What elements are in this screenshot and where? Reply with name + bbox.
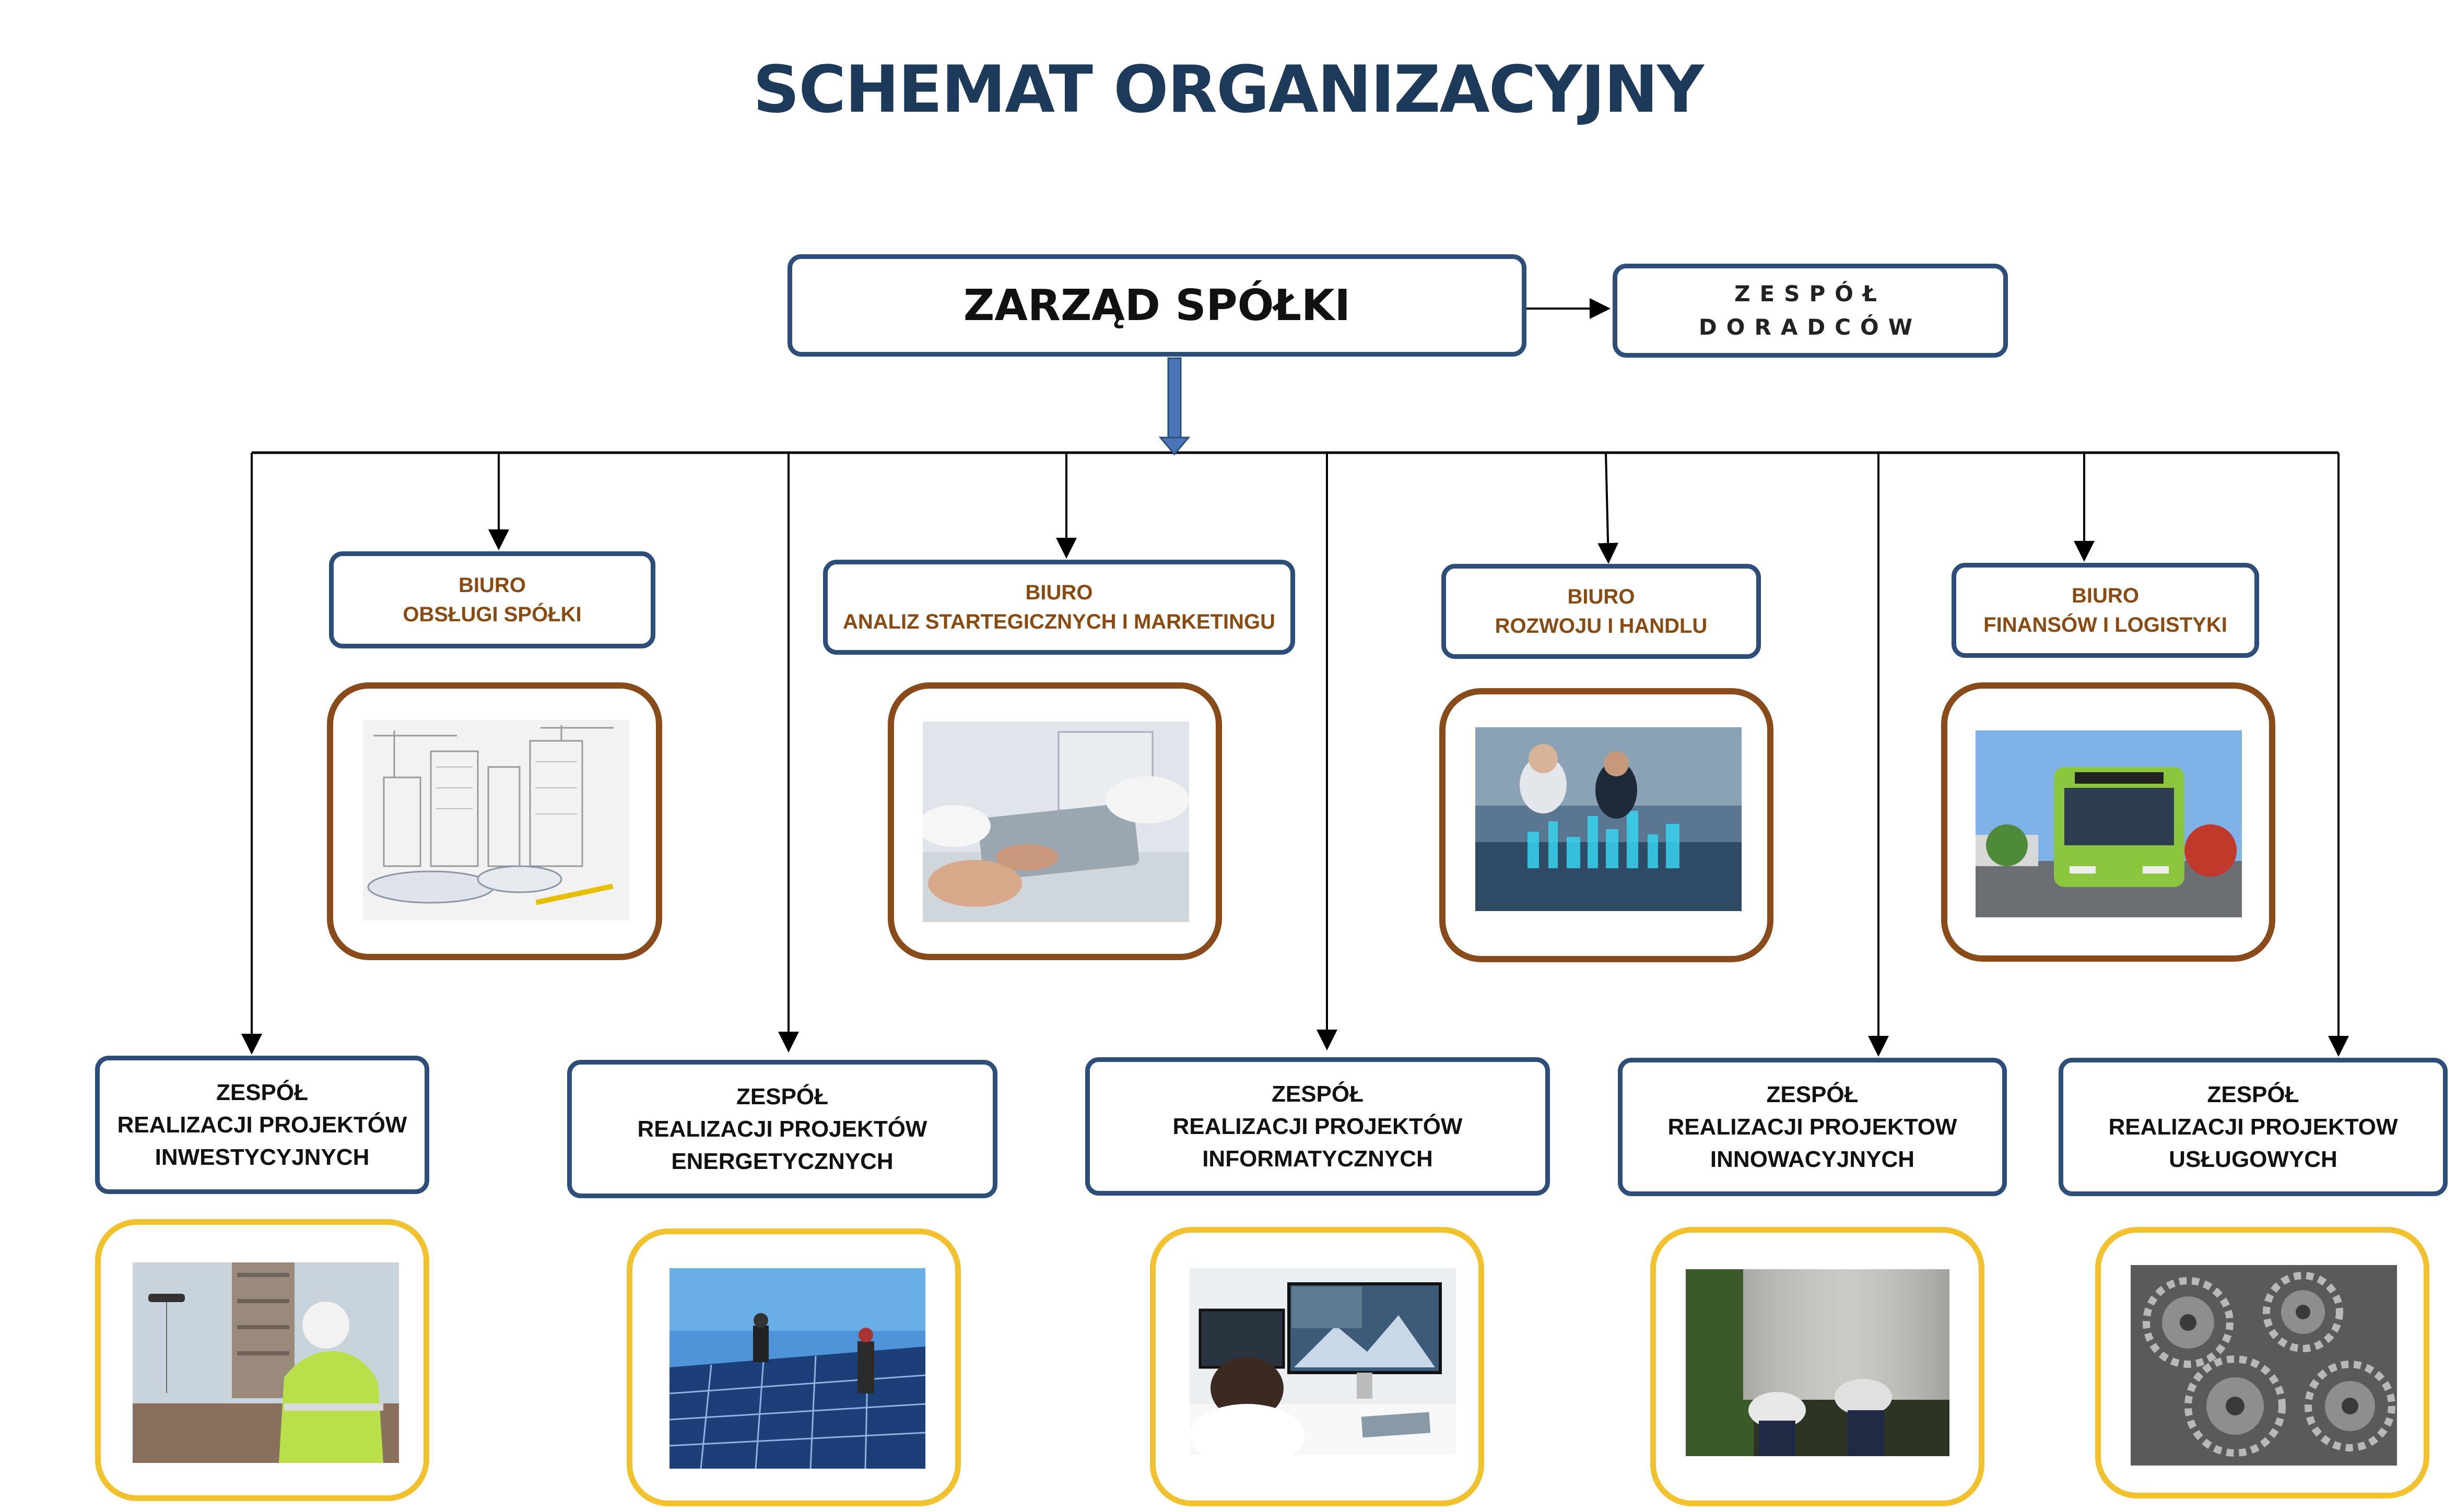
- team-label-line2: REALIZACJI PROJEKTOW: [2108, 1114, 2398, 1140]
- advisors-box: [1613, 264, 2008, 358]
- team-image-frame-2: [627, 1229, 961, 1506]
- city-hologram-image: [1475, 727, 1742, 911]
- office-image-frame-3: [1439, 688, 1773, 962]
- team-image-frame-5: [2095, 1227, 2429, 1498]
- office-label-line1: BIURO: [459, 574, 526, 597]
- team-box-energy: [567, 1060, 997, 1198]
- business-meeting-image: [923, 722, 1189, 922]
- city-bus-image: [1976, 730, 2242, 917]
- team-label-line1: ZESPÓŁ: [1766, 1081, 1859, 1107]
- construction-drone-image: [133, 1262, 399, 1463]
- team-label-line2: REALIZACJI PROJEKTÓW: [637, 1116, 927, 1142]
- team-label-line1: ZESPÓŁ: [736, 1083, 829, 1109]
- team-label-line1: ZESPÓŁ: [1271, 1081, 1364, 1107]
- architecture-sketch-image: [363, 720, 629, 920]
- team-label-line3: USŁUGOWYCH: [2169, 1146, 2337, 1172]
- team-image-frame-4: [1650, 1227, 1984, 1506]
- office-image-frame-2: [888, 682, 1222, 960]
- gloved-hands-metal-image: [1686, 1269, 1949, 1456]
- advisors-label-line1: ZESPÓŁ: [1734, 281, 1886, 306]
- team-box-services: [2059, 1058, 2448, 1196]
- team-label-line1: ZESPÓŁ: [2207, 1081, 2299, 1107]
- team-label-line3: INWESTYCYJNYCH: [155, 1144, 370, 1170]
- advisors-label-line2: DORADCÓW: [1698, 314, 1922, 340]
- team-label-line3: INNOWACYJNYCH: [1710, 1146, 1915, 1172]
- office-box-finance-logistics: [1952, 563, 2259, 658]
- office-label-line2: ROZWOJU I HANDLU: [1495, 615, 1708, 637]
- board-label: ZARZĄD SPÓŁKI: [963, 280, 1351, 330]
- office-box-development-trade: [1441, 564, 1761, 659]
- team-label-line2: REALIZACJI PROJEKTOW: [1667, 1114, 1957, 1140]
- office-label-line1: BIURO: [1025, 581, 1093, 604]
- team-box-it: [1085, 1057, 1550, 1196]
- team-label-line2: REALIZACJI PROJEKTÓW: [117, 1112, 407, 1138]
- team-label-line3: INFORMATYCZNYCH: [1202, 1145, 1433, 1172]
- board-box: [788, 254, 1526, 357]
- office-label-line2: FINANSÓW I LOGISTYKI: [1983, 613, 2227, 636]
- team-image-frame-3: [1150, 1227, 1484, 1506]
- office-label-line1: BIURO: [2072, 584, 2139, 607]
- office-image-frame-1: [327, 682, 662, 960]
- solar-installers-image: [669, 1268, 925, 1469]
- team-label-line1: ZESPÓŁ: [216, 1079, 309, 1105]
- office-box-service: [329, 551, 655, 648]
- office-label-line1: BIURO: [1567, 585, 1635, 608]
- gears-image: [2131, 1265, 2397, 1466]
- computer-workstation-image: [1190, 1268, 1456, 1455]
- team-box-innovation: [1618, 1058, 2007, 1196]
- team-box-investment: [95, 1056, 429, 1194]
- board-down-arrow: [1160, 358, 1189, 454]
- page-title: SCHEMAT ORGANIZACYJNY: [753, 52, 1703, 127]
- connector-office-3: [1606, 453, 1608, 562]
- office-label-line2: ANALIZ STARTEGICZNYCH I MARKETINGU: [842, 610, 1276, 633]
- team-label-line2: REALIZACJI PROJEKTÓW: [1172, 1113, 1463, 1139]
- office-image-frame-4: [1941, 682, 2275, 962]
- team-label-line3: ENERGETYCZNYCH: [671, 1148, 894, 1174]
- team-image-frame-1: [95, 1219, 429, 1501]
- office-label-line2: OBSŁUGI SPÓŁKI: [403, 603, 582, 626]
- office-box-strategy-marketing: [823, 560, 1295, 655]
